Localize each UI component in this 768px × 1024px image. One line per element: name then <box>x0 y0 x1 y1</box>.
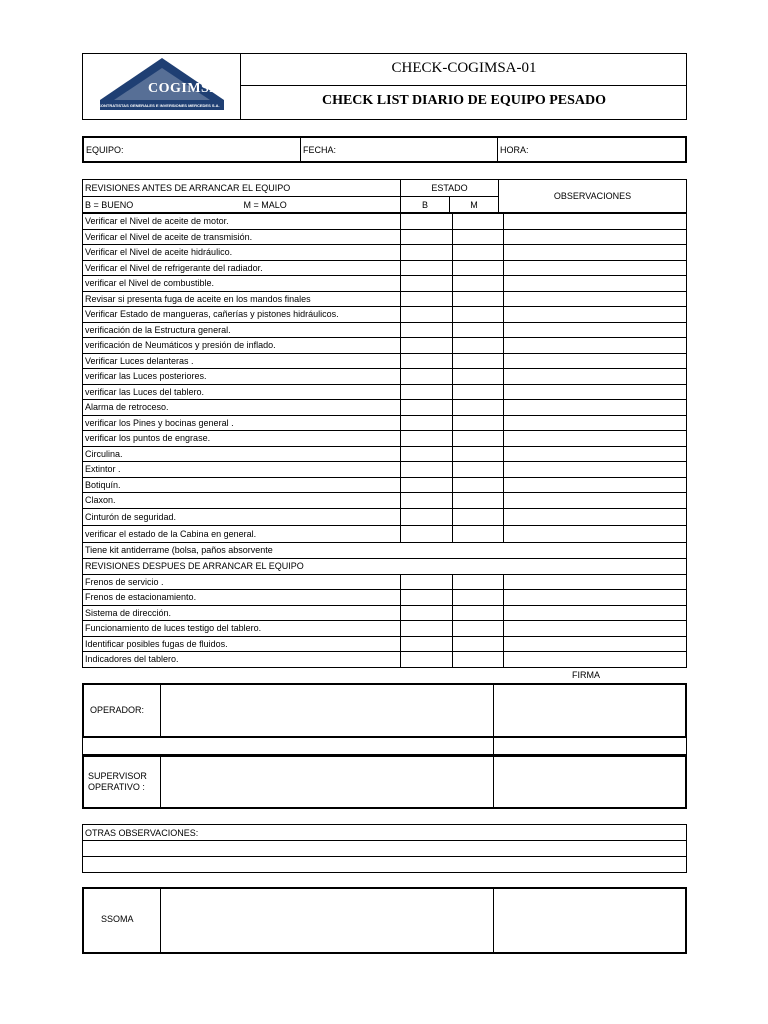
malo-checkbox-cell[interactable] <box>453 229 504 245</box>
malo-checkbox-cell[interactable] <box>453 446 504 462</box>
checklist-item-label: Identificar posibles fugas de fluidos. <box>83 636 401 652</box>
malo-checkbox-cell[interactable] <box>453 574 504 590</box>
observacion-cell[interactable] <box>504 525 687 542</box>
checklist-row <box>83 322 687 338</box>
observacion-cell[interactable] <box>504 384 687 400</box>
observacion-cell[interactable] <box>504 245 687 261</box>
malo-checkbox-cell[interactable] <box>453 214 504 230</box>
checklist-item-label: Verificar Estado de mangueras, cañerías y pistones hidráulicos. <box>83 307 401 323</box>
checklist-item-label: Alarma de retroceso. <box>83 400 401 416</box>
observacion-cell[interactable] <box>504 353 687 369</box>
supervisor-label-line1: SUPERVISOR <box>88 771 147 781</box>
checklist-item-label: Frenos de servicio . <box>83 574 401 590</box>
observacion-cell[interactable] <box>504 214 687 230</box>
checklist-row <box>83 214 687 230</box>
observacion-cell[interactable] <box>504 338 687 354</box>
malo-checkbox-cell[interactable] <box>453 400 504 416</box>
kit-antiderrame-row-label: Tiene kit antiderrame (bolsa, paños absorvente <box>83 542 687 558</box>
bueno-checkbox-cell[interactable] <box>401 214 453 230</box>
observacion-cell[interactable] <box>504 431 687 447</box>
logo-name: COGIMSA <box>148 81 220 96</box>
malo-checkbox-cell[interactable] <box>453 260 504 276</box>
checklist-row <box>83 590 687 606</box>
malo-checkbox-cell[interactable] <box>453 590 504 606</box>
equipo-label: EQUIPO: <box>86 144 124 155</box>
bueno-checkbox-cell[interactable] <box>401 525 453 542</box>
spacer-divider <box>493 738 494 755</box>
ssoma-firma-field[interactable] <box>495 889 685 952</box>
bueno-checkbox-cell[interactable] <box>401 369 453 385</box>
checklist-item-label: Claxon. <box>83 493 401 509</box>
checklist-item-label: Indicadores del tablero. <box>83 652 401 668</box>
malo-checkbox-cell[interactable] <box>453 307 504 323</box>
checklist-item-label: Verificar Luces delanteras . <box>83 353 401 369</box>
checklist-row <box>83 493 687 509</box>
logo-subtext: CONTRATISTAS GENERALES E INVERSIONES MERCEDES S.A. <box>98 103 220 108</box>
otras-observaciones-label: OTRAS OBSERVACIONES: <box>83 825 687 841</box>
bueno-checkbox-cell[interactable] <box>401 415 453 431</box>
otras-observaciones-line[interactable] <box>83 857 687 873</box>
malo-checkbox-cell[interactable] <box>453 462 504 478</box>
malo-checkbox-cell[interactable] <box>453 384 504 400</box>
checklist-row <box>83 477 687 493</box>
checklist-item-label: Verificar el Nivel de aceite de motor. <box>83 214 401 230</box>
checklist-row <box>83 291 687 307</box>
observacion-cell[interactable] <box>504 400 687 416</box>
header-divider-horizontal <box>240 85 687 86</box>
observacion-cell[interactable] <box>504 322 687 338</box>
supervisor-divider-1 <box>160 755 161 809</box>
malo-checkbox-cell[interactable] <box>453 477 504 493</box>
checklist-item-label: verificar el estado de la Cabina en general. <box>83 525 401 542</box>
observacion-cell[interactable] <box>504 574 687 590</box>
operador-divider-1 <box>160 683 161 738</box>
operador-divider-2 <box>493 683 494 738</box>
info-table <box>82 136 687 163</box>
malo-checkbox-cell[interactable] <box>453 525 504 542</box>
checklist-row <box>83 621 687 637</box>
b-column-header: B <box>401 197 450 213</box>
malo-checkbox-cell[interactable] <box>453 652 504 668</box>
company-logo <box>92 56 232 114</box>
hora-field[interactable] <box>498 137 687 162</box>
observacion-cell[interactable] <box>504 369 687 385</box>
m-column-header: M <box>450 197 499 213</box>
operador-signature-field[interactable] <box>162 685 492 736</box>
observacion-cell[interactable] <box>504 493 687 509</box>
document-code: CHECK-COGIMSA-01 <box>391 60 537 76</box>
hora-label: HORA: <box>500 144 529 155</box>
observacion-cell[interactable] <box>504 636 687 652</box>
malo-checkbox-cell[interactable] <box>453 431 504 447</box>
checklist-row <box>83 462 687 478</box>
bueno-checkbox-cell[interactable] <box>401 652 453 668</box>
bueno-legend: B = BUENO <box>83 197 242 213</box>
ssoma-label: SSOMA <box>101 914 134 924</box>
checklist-item-label: Circulina. <box>83 446 401 462</box>
malo-legend: M = MALO <box>242 197 401 213</box>
bueno-checkbox-cell[interactable] <box>401 636 453 652</box>
bueno-checkbox-cell[interactable] <box>401 621 453 637</box>
bueno-checkbox-cell[interactable] <box>401 353 453 369</box>
bueno-checkbox-cell[interactable] <box>401 338 453 354</box>
checklist-item-label: verificar los Pines y bocinas general . <box>83 415 401 431</box>
malo-checkbox-cell[interactable] <box>453 338 504 354</box>
checklist-row <box>83 574 687 590</box>
bueno-checkbox-cell[interactable] <box>401 384 453 400</box>
checklist-item-label: Revisar si presenta fuga de aceite en los mandos finales <box>83 291 401 307</box>
checklist-row <box>83 446 687 462</box>
checklist-header-table <box>82 179 687 213</box>
operador-firma-field[interactable] <box>495 685 685 736</box>
checklist-item-label: Verificar el Nivel de refrigerante del radiador. <box>83 260 401 276</box>
ssoma-divider-1 <box>160 887 161 954</box>
observacion-cell[interactable] <box>504 307 687 323</box>
malo-checkbox-cell[interactable] <box>453 369 504 385</box>
checklist-row <box>83 369 687 385</box>
observacion-cell[interactable] <box>504 415 687 431</box>
bueno-checkbox-cell[interactable] <box>401 508 453 525</box>
malo-checkbox-cell[interactable] <box>453 605 504 621</box>
section1-title: REVISIONES ANTES DE ARRANCAR EL EQUIPO <box>83 180 401 197</box>
section2-title-row-label: REVISIONES DESPUES DE ARRANCAR EL EQUIPO <box>83 558 687 574</box>
malo-checkbox-cell[interactable] <box>453 245 504 261</box>
observacion-cell[interactable] <box>504 260 687 276</box>
checklist-item-label: verificación de la Estructura general. <box>83 322 401 338</box>
equipo-field[interactable] <box>83 137 301 162</box>
observaciones-header: OBSERVACIONES <box>499 180 687 213</box>
malo-checkbox-cell[interactable] <box>453 621 504 637</box>
checklist-item-label: Verificar el Nivel de aceite hidráulico. <box>83 245 401 261</box>
checklist-row <box>83 307 687 323</box>
fecha-field[interactable] <box>301 137 498 162</box>
checklist-item-label: Botiquín. <box>83 477 401 493</box>
malo-checkbox-cell[interactable] <box>453 415 504 431</box>
checklist-item-label: Sistema de dirección. <box>83 605 401 621</box>
checklist-row <box>83 508 687 525</box>
bueno-checkbox-cell[interactable] <box>401 322 453 338</box>
supervisor-firma-field[interactable] <box>495 757 685 807</box>
checklist-row <box>83 260 687 276</box>
checklist-row <box>83 384 687 400</box>
malo-checkbox-cell[interactable] <box>453 353 504 369</box>
ssoma-signature-field[interactable] <box>162 889 492 952</box>
observacion-cell[interactable] <box>504 462 687 478</box>
bueno-checkbox-cell[interactable] <box>401 462 453 478</box>
supervisor-divider-2 <box>493 755 494 809</box>
malo-checkbox-cell[interactable] <box>453 322 504 338</box>
bueno-checkbox-cell[interactable] <box>401 229 453 245</box>
bueno-checkbox-cell[interactable] <box>401 446 453 462</box>
bueno-checkbox-cell[interactable] <box>401 477 453 493</box>
checklist-row <box>83 415 687 431</box>
observacion-cell[interactable] <box>504 291 687 307</box>
estado-header: ESTADO <box>401 180 499 197</box>
observacion-cell[interactable] <box>504 590 687 606</box>
checklist-items <box>82 213 687 668</box>
section2-title-row <box>83 558 687 574</box>
bueno-checkbox-cell[interactable] <box>401 574 453 590</box>
observacion-cell[interactable] <box>504 446 687 462</box>
bueno-checkbox-cell[interactable] <box>401 245 453 261</box>
observacion-cell[interactable] <box>504 477 687 493</box>
malo-checkbox-cell[interactable] <box>453 636 504 652</box>
checklist-item-label: verificación de Neumáticos y presión de inflado. <box>83 338 401 354</box>
checklist-items-table <box>82 213 687 668</box>
checklist-row <box>83 338 687 354</box>
observacion-cell[interactable] <box>504 276 687 292</box>
bueno-checkbox-cell[interactable] <box>401 493 453 509</box>
checklist-row <box>83 652 687 668</box>
checklist-item-label: Funcionamiento de luces testigo del tablero. <box>83 621 401 637</box>
supervisor-signature-field[interactable] <box>162 757 492 807</box>
bueno-checkbox-cell[interactable] <box>401 291 453 307</box>
checklist-row <box>83 605 687 621</box>
checklist-item-label: verificar el Nivel de combustible. <box>83 276 401 292</box>
fecha-label: FECHA: <box>303 144 337 155</box>
bueno-checkbox-cell[interactable] <box>401 431 453 447</box>
checklist-row <box>83 636 687 652</box>
checklist-item-label: Verificar el Nivel de aceite de transmisión. <box>83 229 401 245</box>
observacion-cell[interactable] <box>504 508 687 525</box>
operador-label: OPERADOR: <box>90 705 145 715</box>
malo-checkbox-cell[interactable] <box>453 276 504 292</box>
checklist-row <box>83 229 687 245</box>
checklist-item-label: verificar los puntos de engrase. <box>83 431 401 447</box>
bueno-checkbox-cell[interactable] <box>401 605 453 621</box>
document-title: CHECK LIST DIARIO DE EQUIPO PESADO <box>321 93 607 108</box>
observacion-cell[interactable] <box>504 652 687 668</box>
checklist-row <box>83 276 687 292</box>
malo-checkbox-cell[interactable] <box>453 291 504 307</box>
checklist-item-label: verificar las Luces del tablero. <box>83 384 401 400</box>
otras-observaciones-line[interactable] <box>83 841 687 857</box>
otras-observaciones-table <box>82 824 687 873</box>
observacion-cell[interactable] <box>504 229 687 245</box>
ssoma-divider-2 <box>493 887 494 954</box>
bueno-checkbox-cell[interactable] <box>401 400 453 416</box>
checklist-row <box>83 431 687 447</box>
firma-label: FIRMA <box>572 670 600 680</box>
checklist-row <box>83 400 687 416</box>
malo-checkbox-cell[interactable] <box>453 493 504 509</box>
bueno-checkbox-cell[interactable] <box>401 590 453 606</box>
checklist-row <box>83 245 687 261</box>
bueno-checkbox-cell[interactable] <box>401 260 453 276</box>
bueno-checkbox-cell[interactable] <box>401 307 453 323</box>
checklist-item-label: Frenos de estacionamiento. <box>83 590 401 606</box>
spacer-row <box>82 738 687 755</box>
kit-antiderrame-row <box>83 542 687 558</box>
bueno-checkbox-cell[interactable] <box>401 276 453 292</box>
checklist-item-label: Cinturón de seguridad. <box>83 508 401 525</box>
malo-checkbox-cell[interactable] <box>453 508 504 525</box>
checklist-row <box>83 525 687 542</box>
supervisor-label-line2: OPERATIVO : <box>88 782 145 792</box>
observacion-cell[interactable] <box>504 621 687 637</box>
observacion-cell[interactable] <box>504 605 687 621</box>
checklist-row <box>83 353 687 369</box>
checklist-item-label: verificar las Luces posteriores. <box>83 369 401 385</box>
checklist-item-label: Extintor . <box>83 462 401 478</box>
